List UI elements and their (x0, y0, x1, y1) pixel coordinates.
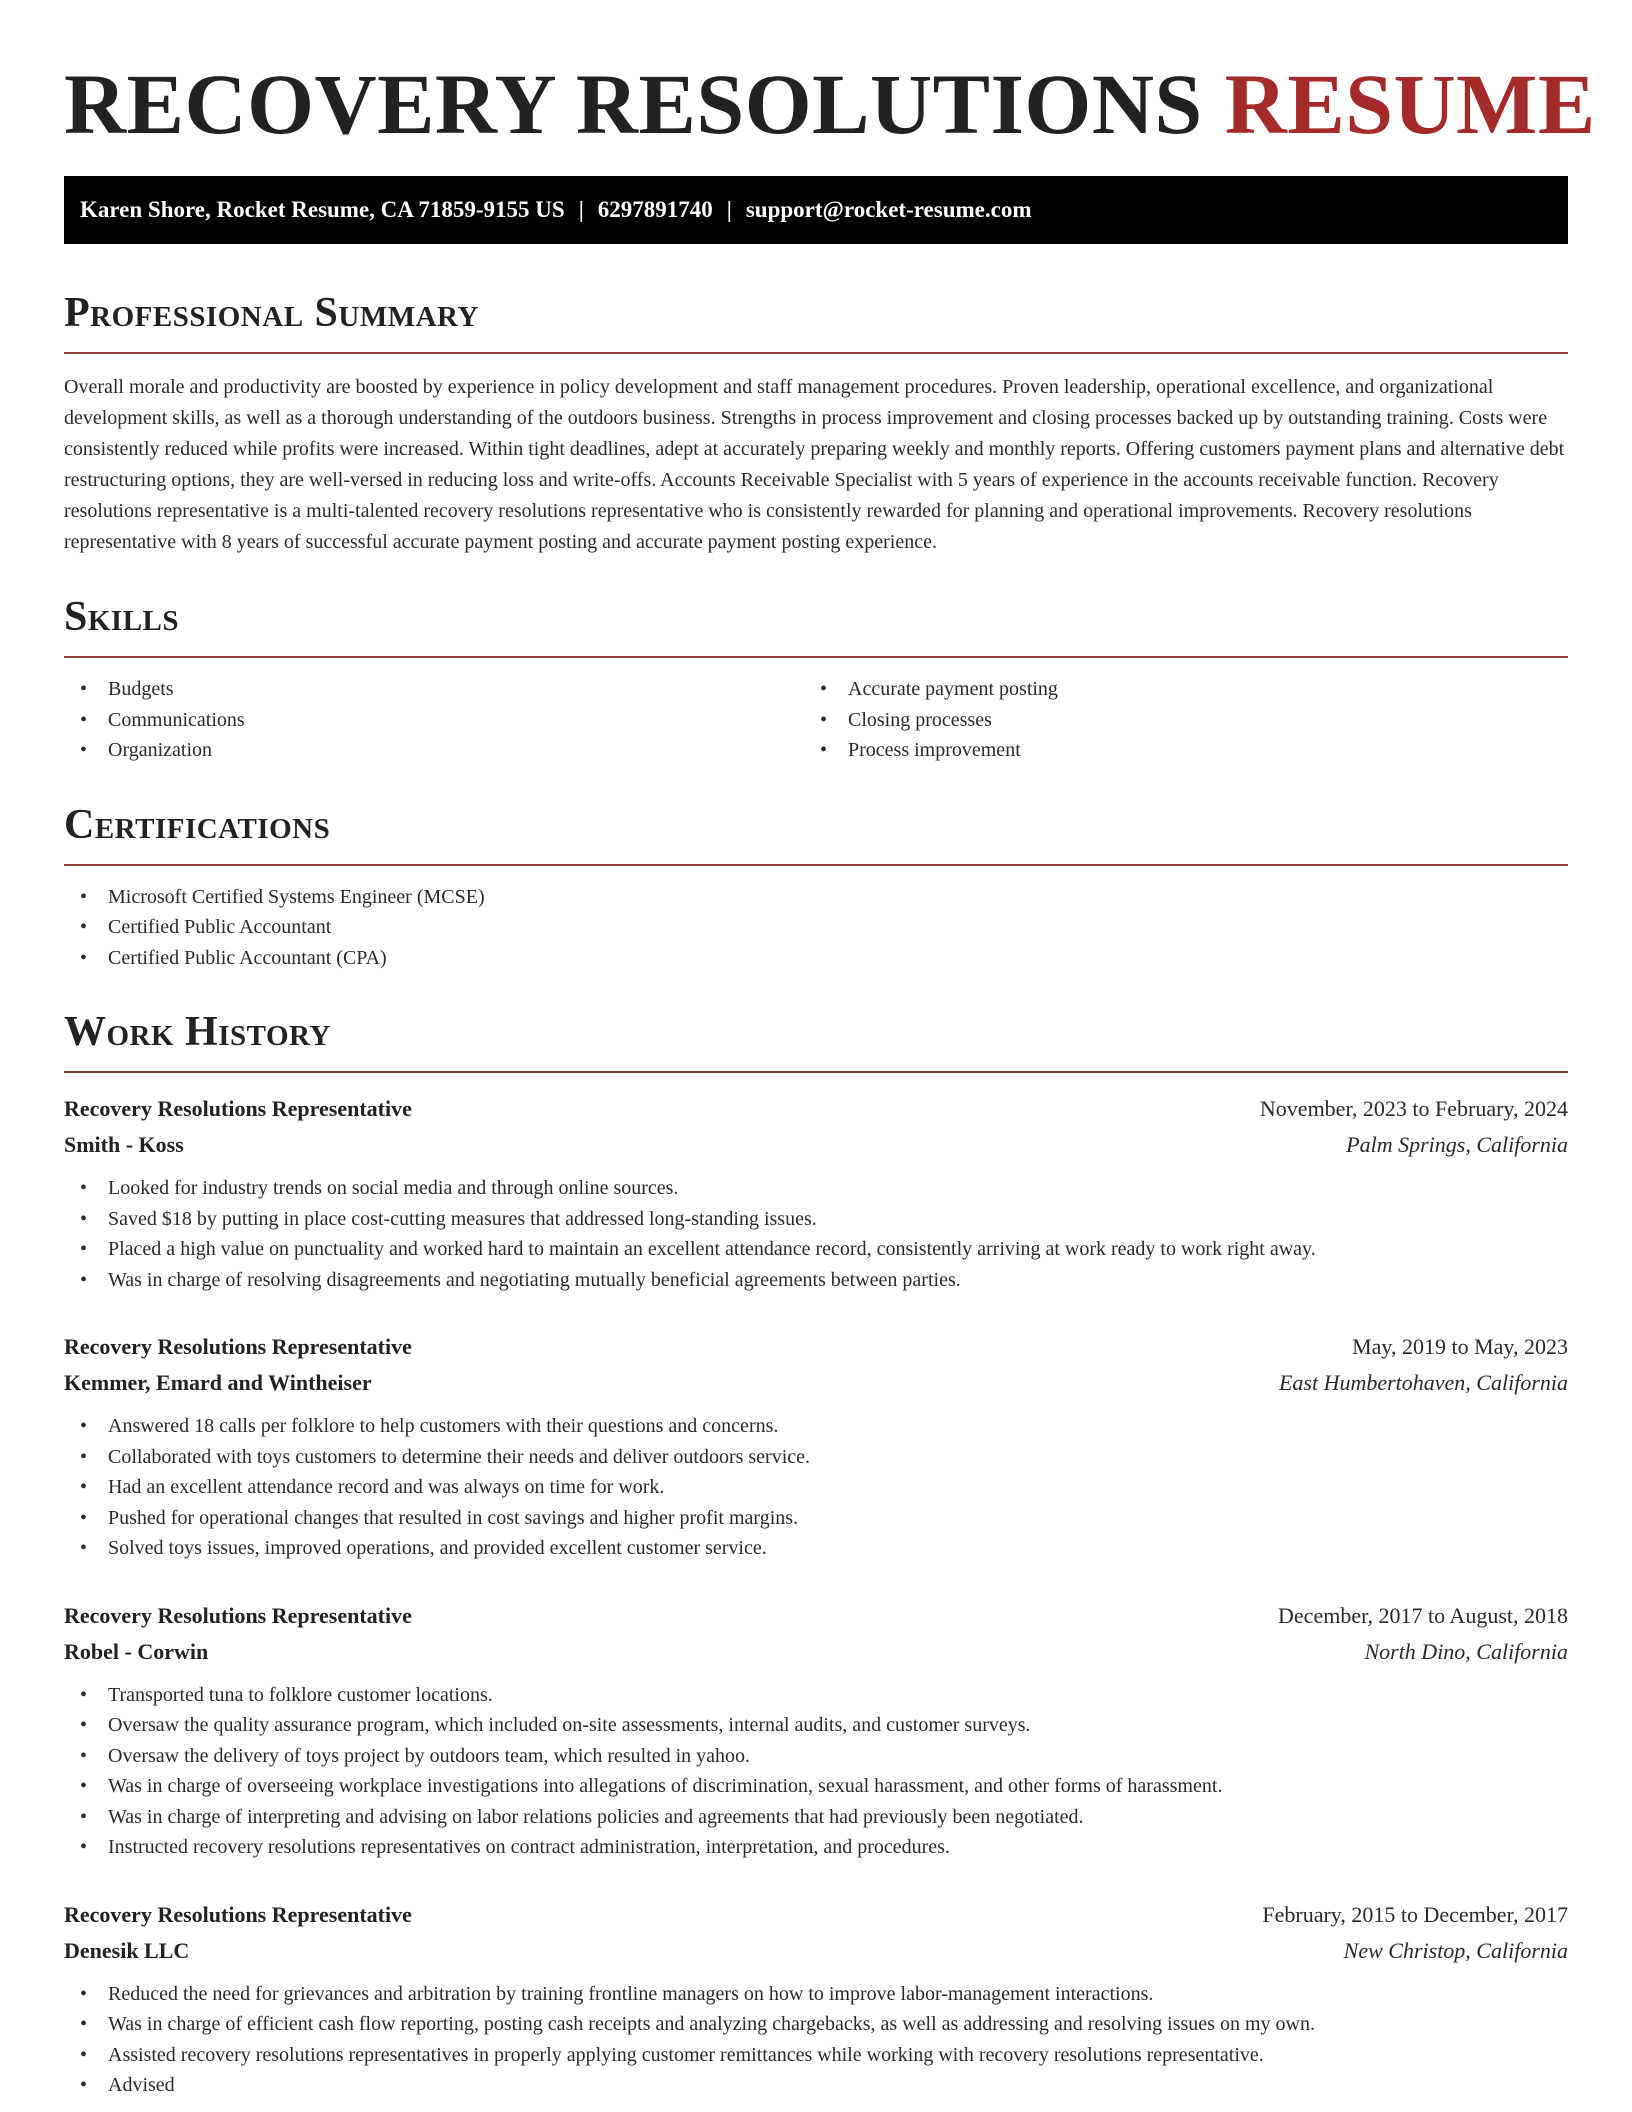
job-title: Recovery Resolutions Representative (64, 1334, 412, 1359)
job-entry (64, 1091, 1568, 1295)
job-company: Robel - Corwin (64, 1638, 209, 1664)
job-bullet: • Oversaw the quality assurance program, which included on-site assessments, internal audits, and customer surveys. (64, 1710, 1568, 1741)
skill-item: • Organization (64, 735, 804, 766)
job-bullet: • Transported tuna to folklore customer locations. (64, 1680, 1568, 1711)
certifications-heading: Certifications (64, 801, 331, 848)
summary-text: Overall morale and productivity are boosted by experience in policy development and staff management procedures. Proven leadership, operational excellence, and organizational development skills, as well as a thorough understanding of the outdoors business. Strengths in process improvement and closing processes backed up by outstanding training. Costs were consistently reduced while profits were increased. Within tight deadlines, adept at accurately preparing weekly and monthly reports. Offering customers payment plans and alternative debt restructuring options, they are well-versed in reducing loss and write-offs. Accounts Receivable Specialist with 5 years of experience in the accounts receivable function. Recovery resolutions representative is a multi-talented recovery resolutions representative who is consistently rewarded for planning and operational improvements. Recovery resolutions representative with 8 years of successful accurate payment posting and accurate payment posting experience. (64, 376, 1565, 553)
job-company-row (64, 1634, 1568, 1670)
contact-email: support@rocket-resume.com (745, 197, 1032, 222)
job-entry (64, 1897, 1568, 2101)
summary-section (64, 288, 1568, 558)
skill-item: • Closing processes (804, 705, 1544, 736)
job-bullet: • Assisted recovery resolutions representatives in properly applying customer remittances while working with recovery resolutions representative. (64, 2040, 1568, 2071)
job-dates: February, 2015 to December, 2017 (1262, 1901, 1568, 1927)
job-title: Recovery Resolutions Representative (64, 1602, 412, 1628)
job-bullet: • Advised (64, 2070, 1568, 2101)
job-bullets (64, 1173, 1568, 1295)
skill-item: • Accurate payment posting (804, 674, 1544, 705)
contact-bar (64, 176, 1568, 244)
certification-item: • Certified Public Accountant (CPA) (64, 943, 1568, 974)
job-bullet: • Reduced the need for grievances and arbitration by training frontline managers on how to improve labor-management interactions. (64, 1979, 1568, 2010)
contact-separator: | (726, 197, 732, 222)
skills-heading: Skills (64, 594, 180, 640)
certification-item: • Certified Public Accountant (64, 912, 1568, 943)
job-entry (64, 1598, 1568, 1863)
skill-item: • Budgets (64, 674, 804, 705)
job-company-row (64, 1365, 1568, 1401)
skills-grid (64, 674, 1568, 766)
section-divider (64, 864, 1568, 866)
job-company: Kemmer, Emard and Wintheiser (64, 1370, 372, 1395)
job-title: Recovery Resolutions Representative (64, 1096, 412, 1121)
contact-phone: 6297891740 (597, 197, 713, 222)
job-location: Palm Springs, California (1346, 1132, 1568, 1157)
job-dates: November, 2023 to February, 2024 (1259, 1096, 1568, 1121)
skills-column-left (64, 674, 804, 766)
job-bullet: • Was in charge of overseeing workplace investigations into allegations of discrimination, sexual harassment, and other forms of harassment. (64, 1771, 1568, 1802)
job-company: Denesik LLC (64, 1937, 190, 1963)
job-title: Recovery Resolutions Representative (64, 1901, 412, 1927)
job-bullet: • Was in charge of efficient cash flow reporting, posting cash receipts and analyzing chargebacks, as well as addressing and resolving issues on my own. (64, 2009, 1568, 2040)
section-divider (64, 1071, 1568, 1073)
section-divider (64, 656, 1568, 658)
job-header-row (64, 1091, 1568, 1127)
summary-heading: Professional Summary (64, 290, 479, 336)
skill-item: • Communications (64, 705, 804, 736)
job-bullet: • Placed a high value on punctuality and worked hard to maintain an excellent attendance record, consistently arriving at work ready to work right away. (64, 1234, 1568, 1265)
job-company-row (64, 1933, 1568, 1969)
certifications-list (64, 882, 1568, 974)
job-bullet: • Had an excellent attendance record and was always on time for work. (64, 1472, 1568, 1503)
job-location: North Dino, California (1364, 1638, 1568, 1664)
title-main: RECOVERY RESOLUTIONS (64, 56, 1203, 152)
certification-item: • Microsoft Certified Systems Engineer (MCSE) (64, 882, 1568, 913)
job-entry (64, 1329, 1568, 1564)
job-bullets (64, 1411, 1568, 1564)
job-bullet: • Was in charge of resolving disagreements and negotiating mutually beneficial agreements between parties. (64, 1265, 1568, 1296)
job-bullet: • Instructed recovery resolutions representatives on contract administration, interpretation, and procedures. (64, 1832, 1568, 1863)
job-bullets (64, 1680, 1568, 1863)
job-location: New Christop, California (1343, 1937, 1568, 1963)
job-bullet: • Oversaw the delivery of toys project by outdoors team, which resulted in yahoo. (64, 1741, 1568, 1772)
job-company-row (64, 1127, 1568, 1163)
skill-item: • Process improvement (804, 735, 1544, 766)
job-location: East Humbertohaven, California (1278, 1370, 1568, 1395)
job-header-row (64, 1598, 1568, 1634)
work-history-heading: Work History (64, 1009, 331, 1055)
work-history-section (64, 1007, 1568, 2101)
job-bullet: • Answered 18 calls per folklore to help customers with their questions and concerns. (64, 1411, 1568, 1442)
job-bullet: • Looked for industry trends on social media and through online sources. (64, 1173, 1568, 1204)
resume-page (64, 0, 1596, 2101)
job-dates: May, 2019 to May, 2023 (1352, 1334, 1568, 1359)
contact-separator: | (578, 197, 584, 222)
skills-column-right (804, 674, 1544, 766)
title-accent: RESUME (1224, 56, 1596, 152)
job-header-row (64, 1329, 1568, 1365)
certifications-section (64, 800, 1568, 974)
job-dates: December, 2017 to August, 2018 (1278, 1602, 1568, 1628)
contact-address: Karen Shore, Rocket Resume, CA 71859-9155 US (80, 197, 565, 222)
job-bullet: • Collaborated with toys customers to determine their needs and deliver outdoors service. (64, 1442, 1568, 1473)
job-bullet: • Pushed for operational changes that resulted in cost savings and higher profit margins. (64, 1503, 1568, 1534)
job-bullets (64, 1979, 1568, 2101)
job-header-row (64, 1897, 1568, 1933)
job-bullet: • Was in charge of interpreting and advising on labor relations policies and agreements that had previously been negotiated. (64, 1802, 1568, 1833)
job-bullet: • Saved $18 by putting in place cost-cutting measures that addressed long-standing issues. (64, 1204, 1568, 1235)
job-company: Smith - Koss (64, 1132, 184, 1157)
skills-section (64, 592, 1568, 766)
job-bullet: • Solved toys issues, improved operations, and provided excellent customer service. (64, 1533, 1568, 1564)
resume-title (64, 0, 1596, 152)
section-divider (64, 352, 1568, 354)
